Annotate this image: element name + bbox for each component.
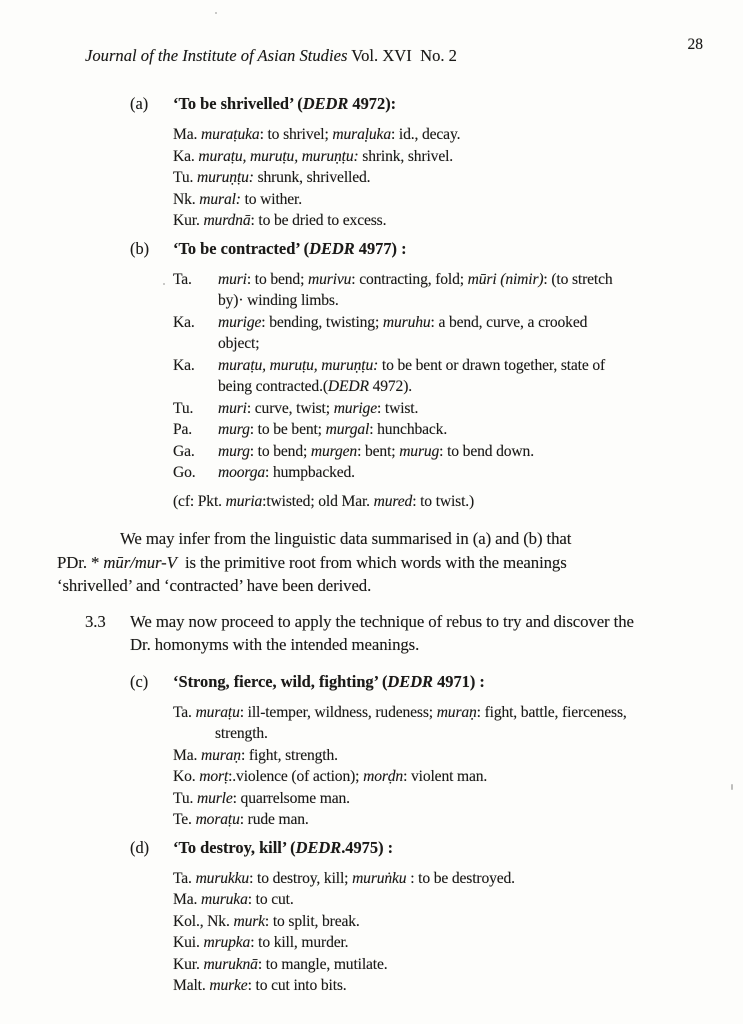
body-paragraph bbox=[57, 527, 703, 598]
entry-text bbox=[218, 419, 743, 441]
entry-line bbox=[173, 809, 743, 831]
italic-term: muri bbox=[218, 399, 247, 417]
section-title bbox=[173, 94, 396, 113]
page-body bbox=[0, 94, 743, 997]
italic-term: muruṅku bbox=[352, 869, 407, 887]
text-run: 4971) : bbox=[432, 671, 485, 691]
language-label: Ga. bbox=[173, 442, 195, 460]
text-run: : bent; bbox=[357, 442, 400, 460]
text-run: Tu. bbox=[173, 789, 197, 807]
entry bbox=[173, 889, 743, 911]
entry-text bbox=[218, 355, 743, 398]
entry bbox=[173, 462, 743, 484]
text-run: : to destroy, kill; bbox=[249, 869, 353, 887]
italic-term: DEDR bbox=[327, 378, 369, 395]
text-run: We may now proceed to apply the technique of rebus to try and discover the bbox=[130, 611, 634, 631]
entry bbox=[173, 441, 743, 463]
entry bbox=[173, 167, 743, 189]
entry-line bbox=[218, 398, 743, 420]
text-run: : twist. bbox=[376, 399, 419, 417]
text-run: 4977) : bbox=[354, 238, 407, 258]
entry-line bbox=[218, 333, 743, 355]
entry bbox=[173, 975, 743, 997]
text-run: to be bent or drawn together, state of bbox=[378, 356, 606, 374]
language-label: Pa. bbox=[173, 421, 193, 438]
italic-term: muraṭuka bbox=[200, 126, 260, 143]
entry bbox=[173, 911, 743, 933]
text-run: : to mangle, mutilate. bbox=[257, 955, 388, 973]
italic-term: murle bbox=[196, 789, 233, 807]
italic-term: mrupka bbox=[203, 934, 251, 951]
section-heading bbox=[130, 239, 743, 259]
entry-line bbox=[173, 745, 743, 767]
entry-line bbox=[173, 889, 743, 911]
entry-text bbox=[218, 269, 743, 312]
paragraph-line bbox=[57, 527, 703, 551]
paragraph-line bbox=[57, 574, 703, 598]
italic-term: muraṭu, muruṭu, muruṇṭu: bbox=[218, 356, 379, 374]
entry-line bbox=[218, 355, 743, 377]
paragraph-line bbox=[57, 551, 703, 575]
italic-term: muraṇ bbox=[436, 703, 477, 721]
text-run: (cf: Pkt. bbox=[173, 492, 226, 510]
italic-term: mūri (nimir) bbox=[467, 270, 544, 288]
entry-line bbox=[215, 723, 743, 745]
section-label: (b) bbox=[130, 238, 150, 258]
italic-term: murgal bbox=[325, 421, 370, 438]
italic-term: morṭ bbox=[199, 768, 229, 785]
numbered-paragraph bbox=[85, 610, 705, 657]
entry bbox=[173, 788, 743, 810]
italic-term: muraṇ bbox=[200, 746, 241, 764]
text-run: 4972): bbox=[348, 94, 397, 113]
entry-text bbox=[218, 441, 743, 463]
italic-term: DEDR bbox=[387, 671, 433, 691]
entry-line bbox=[218, 376, 743, 398]
text-run: Dr. homonyms with the intended meanings. bbox=[130, 635, 420, 654]
text-run: :twisted; old Mar. bbox=[262, 492, 374, 510]
italic-term: morḍn bbox=[363, 768, 404, 785]
language-label: Ta. bbox=[173, 270, 192, 288]
text-run: : contracting, fold; bbox=[351, 270, 468, 288]
text-run: Ma. bbox=[173, 891, 201, 908]
paragraph-number: 3.3 bbox=[85, 611, 106, 631]
entry-line bbox=[218, 462, 743, 484]
text-run: Te. bbox=[173, 811, 196, 828]
scan-speck bbox=[163, 283, 165, 285]
italic-term: murk bbox=[233, 912, 265, 930]
text-run: : a bend, curve, a crooked bbox=[430, 313, 588, 331]
text-run: object; bbox=[218, 335, 260, 352]
italic-term: murivu bbox=[308, 270, 352, 288]
entry-group bbox=[0, 868, 743, 997]
section-title bbox=[173, 672, 485, 691]
text-run: PDr. * bbox=[57, 552, 104, 572]
italic-term: muraḷuka bbox=[332, 126, 391, 143]
entry-line bbox=[173, 868, 743, 890]
running-head bbox=[85, 46, 457, 66]
entry-line bbox=[218, 290, 743, 312]
section-label: (d) bbox=[130, 837, 150, 857]
italic-term: DEDR bbox=[295, 837, 342, 857]
italic-term: DEDR bbox=[309, 238, 355, 258]
text-run: to wither. bbox=[240, 190, 302, 208]
italic-term: muruṇṭu: bbox=[196, 169, 254, 186]
entry bbox=[173, 124, 743, 146]
text-run: Ta. bbox=[173, 703, 196, 721]
text-run: ‘Strong, fierce, wild, fighting’ ( bbox=[173, 671, 388, 691]
entry bbox=[173, 146, 743, 168]
entry-line bbox=[218, 419, 743, 441]
text-run: shrink, shrivel. bbox=[358, 147, 454, 165]
language-label: Ka. bbox=[173, 356, 195, 374]
entry-line bbox=[173, 124, 743, 146]
text-run: : to shrivel; bbox=[259, 126, 333, 143]
entry-line bbox=[173, 975, 743, 997]
text-run: ‘To be shrivelled’ ( bbox=[173, 94, 303, 113]
text-run: : fight, strength. bbox=[240, 746, 338, 764]
section-label: (c) bbox=[130, 671, 149, 691]
entry bbox=[173, 355, 743, 398]
section-heading bbox=[130, 838, 743, 858]
section-label: (a) bbox=[130, 94, 149, 113]
entry bbox=[173, 419, 743, 441]
italic-term: mured bbox=[373, 492, 413, 510]
text-run: : rude man. bbox=[239, 811, 309, 828]
italic-term: muruhu bbox=[382, 313, 431, 331]
text-run: : id., decay. bbox=[390, 126, 461, 143]
entry bbox=[173, 702, 743, 745]
entry-text bbox=[218, 462, 743, 484]
text-run: : to bend; bbox=[246, 270, 309, 288]
text-run: Kur. bbox=[173, 955, 204, 973]
italic-term: muri bbox=[218, 270, 247, 288]
entry-line bbox=[218, 441, 743, 463]
italic-term: murug bbox=[399, 442, 440, 460]
text-run: We may infer from the linguistic data summarised in (a) and (b) that bbox=[120, 529, 572, 548]
cf-note-line bbox=[173, 491, 743, 513]
text-run: : to twist.) bbox=[412, 492, 475, 510]
text-run: ‘shrivelled’ and ‘contracted’ have been derived. bbox=[57, 576, 372, 595]
text-run: being contracted.( bbox=[218, 378, 328, 395]
italic-term: murke bbox=[209, 977, 248, 994]
text-run: : humpbacked. bbox=[265, 464, 355, 481]
entry-line bbox=[173, 167, 743, 189]
entry bbox=[173, 398, 743, 420]
text-run: Ma. bbox=[173, 126, 201, 143]
entry-line bbox=[173, 954, 743, 976]
entry-group bbox=[0, 269, 743, 484]
entry bbox=[173, 269, 743, 312]
entry-line bbox=[173, 788, 743, 810]
text-run: : curve, twist; bbox=[246, 399, 334, 417]
text-run: : hunchback. bbox=[369, 421, 448, 438]
italic-term: moorga bbox=[218, 464, 266, 481]
text-run: Ma. bbox=[173, 746, 201, 764]
entry bbox=[173, 809, 743, 831]
text-run: Ka. bbox=[173, 147, 199, 165]
section-heading bbox=[130, 94, 743, 114]
text-run: ‘To destroy, kill’ ( bbox=[173, 837, 296, 857]
journal-title: Journal of the Institute of Asian Studies bbox=[85, 46, 348, 65]
italic-term: moraṭu bbox=[195, 811, 240, 828]
text-run: : to bend; bbox=[249, 442, 311, 460]
section-heading bbox=[130, 672, 743, 692]
italic-term: murukku bbox=[195, 869, 250, 887]
paragraph-text bbox=[130, 610, 634, 657]
text-run: : ill-temper, wildness, rudeness; bbox=[239, 703, 437, 721]
language-label: Go. bbox=[173, 464, 196, 481]
italic-term: murg bbox=[218, 442, 250, 460]
scan-artifact-mark bbox=[731, 784, 733, 790]
italic-term: murdnā bbox=[203, 212, 251, 229]
entry-line bbox=[173, 702, 743, 724]
language-label: Ka. bbox=[173, 313, 195, 331]
italic-term: murige bbox=[333, 399, 377, 417]
text-run: : bending, twisting; bbox=[261, 313, 383, 331]
section-title bbox=[173, 838, 393, 857]
entry-line bbox=[173, 146, 743, 168]
text-run: ‘To be contracted’ ( bbox=[173, 238, 310, 258]
text-run: : to kill, murder. bbox=[250, 934, 349, 951]
entry-text bbox=[218, 312, 743, 355]
italic-term: muraṭu, muruṭu, muruṇṭu: bbox=[198, 147, 359, 165]
text-run: Ko. bbox=[173, 768, 200, 785]
text-run: : to be bent; bbox=[249, 421, 326, 438]
text-run: : (to stretch bbox=[543, 270, 613, 288]
text-run: strength. bbox=[215, 725, 268, 742]
text-run: Malt. bbox=[173, 977, 210, 994]
language-label: Tu. bbox=[173, 399, 194, 417]
text-run: shrunk, shrivelled. bbox=[253, 169, 371, 186]
text-run: is the primitive root from which words with the meanings bbox=[176, 552, 567, 572]
entry-group bbox=[0, 702, 743, 831]
italic-term: muruka bbox=[200, 891, 248, 908]
italic-term: mūr/mur-V bbox=[103, 552, 177, 572]
text-run: : to cut. bbox=[247, 891, 294, 908]
page-number: 28 bbox=[687, 36, 703, 53]
text-run: : to cut into bits. bbox=[247, 977, 347, 994]
text-run: Ta. bbox=[173, 869, 196, 887]
entry bbox=[173, 868, 743, 890]
italic-term: muraṭu bbox=[195, 703, 240, 721]
italic-term: muria bbox=[225, 492, 263, 510]
entry bbox=[173, 766, 743, 788]
text-run: : violent man. bbox=[403, 768, 488, 785]
text-run: Kui. bbox=[173, 934, 204, 951]
section-title bbox=[173, 239, 407, 258]
entry bbox=[173, 932, 743, 954]
paragraph-line bbox=[130, 633, 634, 657]
text-run: Tu. bbox=[173, 169, 197, 186]
text-run: Kol., Nk. bbox=[173, 912, 234, 930]
entry-line bbox=[173, 210, 743, 232]
entry bbox=[173, 210, 743, 232]
text-run: : to bend down. bbox=[439, 442, 534, 460]
entry-line bbox=[218, 269, 743, 291]
entry bbox=[173, 189, 743, 211]
text-run: : to be dried to excess. bbox=[250, 212, 387, 229]
entry bbox=[173, 745, 743, 767]
italic-term: DEDR bbox=[302, 94, 349, 113]
text-run: : to be destroyed. bbox=[406, 869, 515, 887]
entry-group bbox=[0, 124, 743, 232]
italic-term: muruknā bbox=[203, 955, 258, 973]
journal-issue: Vol. XVI No. 2 bbox=[347, 46, 457, 65]
entry-line bbox=[173, 932, 743, 954]
text-run: Nk. bbox=[173, 190, 200, 208]
italic-term: murige bbox=[218, 313, 262, 331]
text-run: 4972). bbox=[368, 378, 412, 395]
text-run: Kur. bbox=[173, 212, 204, 229]
paragraph-line bbox=[130, 610, 634, 634]
text-run: by)· winding limbs. bbox=[218, 292, 339, 309]
italic-term: mural: bbox=[199, 190, 241, 208]
italic-term: murg bbox=[218, 421, 250, 438]
text-run: :.violence (of action); bbox=[228, 768, 364, 785]
entry-line bbox=[173, 189, 743, 211]
text-run: : quarrelsome man. bbox=[232, 789, 350, 807]
italic-term: murgen bbox=[310, 442, 358, 460]
entry-line bbox=[173, 911, 743, 933]
scan-speck bbox=[215, 12, 217, 14]
text-run: : to split, break. bbox=[264, 912, 360, 930]
entry-line bbox=[173, 766, 743, 788]
entry bbox=[173, 954, 743, 976]
text-run: : fight, battle, fierceness, bbox=[476, 703, 627, 721]
text-run: .4975) : bbox=[341, 837, 394, 857]
entry-text bbox=[218, 398, 743, 420]
entry bbox=[173, 312, 743, 355]
entry-line bbox=[218, 312, 743, 334]
page-header bbox=[0, 0, 743, 66]
